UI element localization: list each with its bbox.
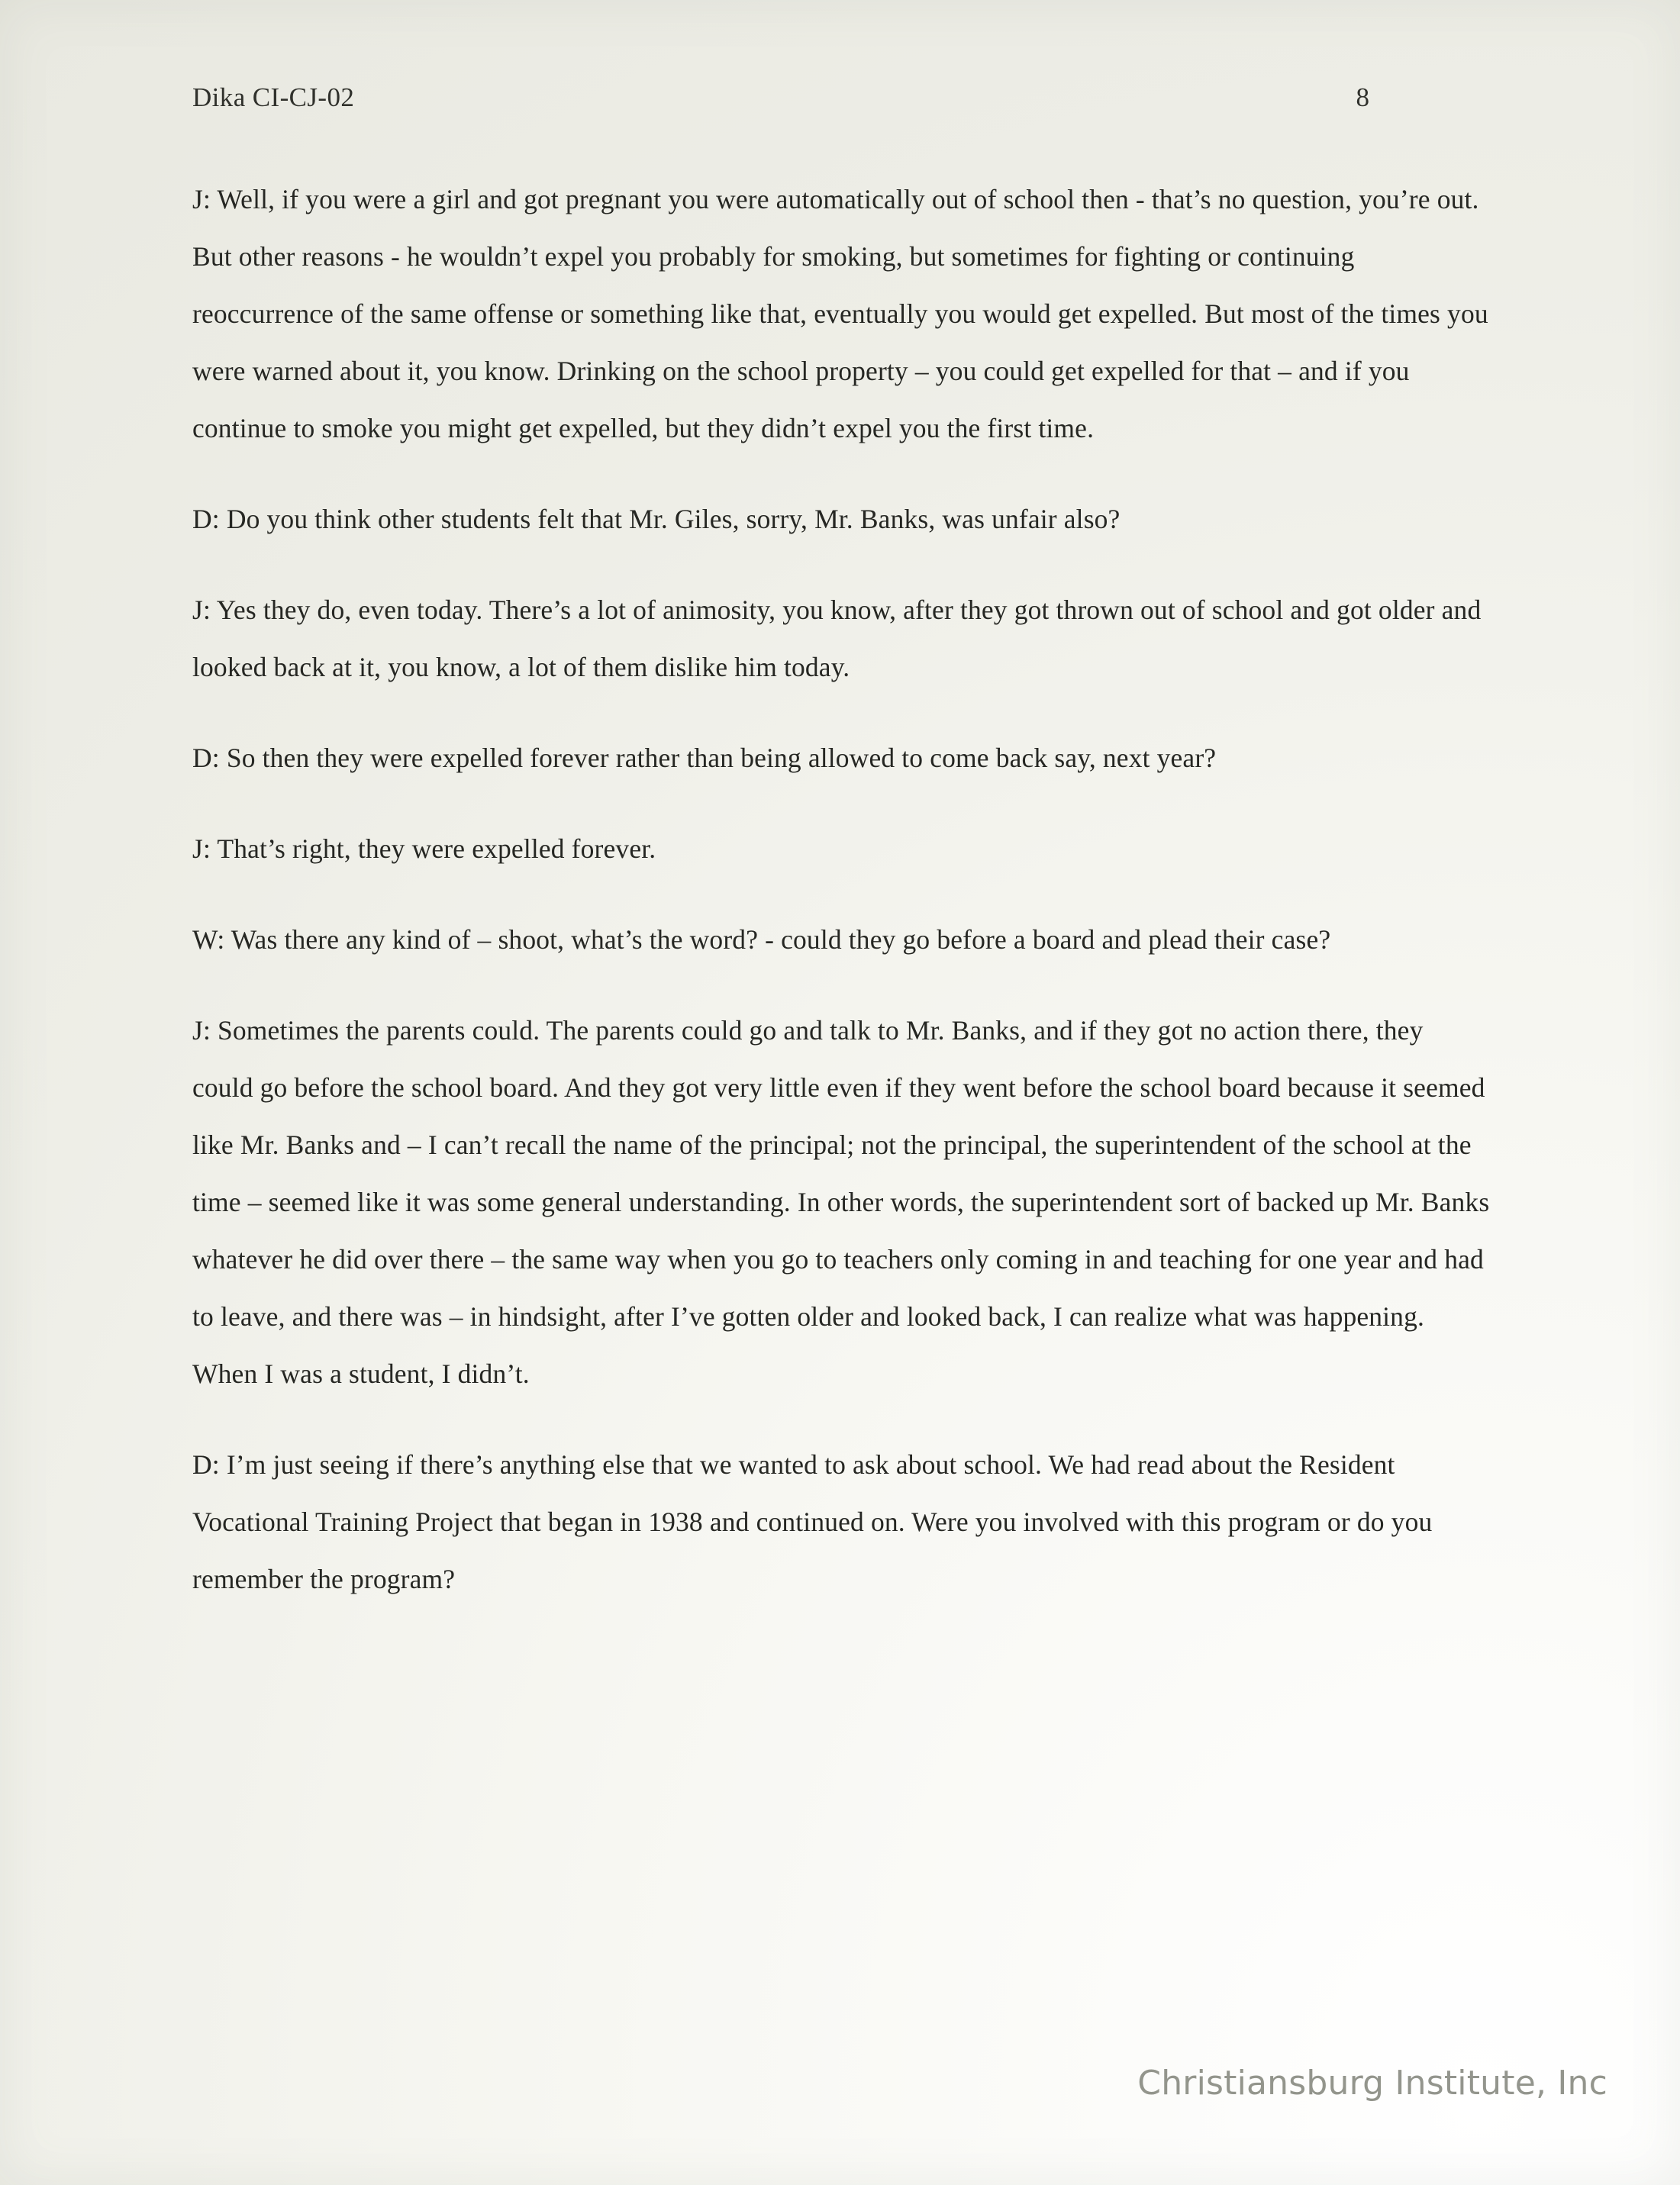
page-number: 8 xyxy=(1356,82,1369,112)
institution-watermark: Christiansburg Institute, Inc xyxy=(1137,2064,1607,2103)
page-header xyxy=(192,82,1490,113)
transcript-paragraph: J: Yes they do, even today. There’s a lot of animosity, you know, after they got thrown out of school and got older and looked back at it, you know, a lot of them dislike him today. xyxy=(192,595,1482,682)
transcript-paragraph: J: That’s right, they were expelled forever. xyxy=(192,833,656,864)
transcript-paragraph: J: Well, if you were a girl and got pregnant you were automatically out of school then - that’s no question, you’re out. But other reasons - he wouldn’t expel you probably for smoking, but sometimes for fighting or continuing reoccurrence of the same offense or something like that, eventually you would get expelled. But most of the times you were warned about it, you know. Drinking on the school property – you could get expelled for that – and if you continue to smoke you might get expelled, but they didn’t expel you the first time. xyxy=(192,184,1488,443)
transcript-paragraph: W: Was there any kind of – shoot, what’s the word? - could they go before a board and plead their case? xyxy=(192,924,1331,955)
transcript-paragraph: D: I’m just seeing if there’s anything else that we wanted to ask about school. We had read about the Resident Vocational Training Project that began in 1938 and continued on. Were you involved with this program or do you remember the program? xyxy=(192,1449,1433,1594)
transcript-paragraph: D: So then they were expelled forever rather than being allowed to come back say, next year? xyxy=(192,743,1217,773)
transcript-paragraph: D: Do you think other students felt that Mr. Giles, sorry, Mr. Banks, was unfair also? xyxy=(192,504,1121,534)
transcript-paragraph: J: Sometimes the parents could. The parents could go and talk to Mr. Banks, and if they got no action there, they could go before the school board. And they got very little even if they went before the school board because it seemed like Mr. Banks and – I can’t recall the name of the principal; not the principal, the superintendent of the school at the time – seemed like it was some general understanding. In other words, the superintendent sort of backed up Mr. Banks whatever he did over there – the same way when you go to teachers only coming in and teaching for one year and had to leave, and there was – in hindsight, after I’ve gotten older and looked back, I can realize what was happening. When I was a student, I didn’t. xyxy=(192,1015,1490,1389)
document-identifier: Dika CI-CJ-02 xyxy=(192,82,355,112)
page-content xyxy=(192,82,1490,1608)
